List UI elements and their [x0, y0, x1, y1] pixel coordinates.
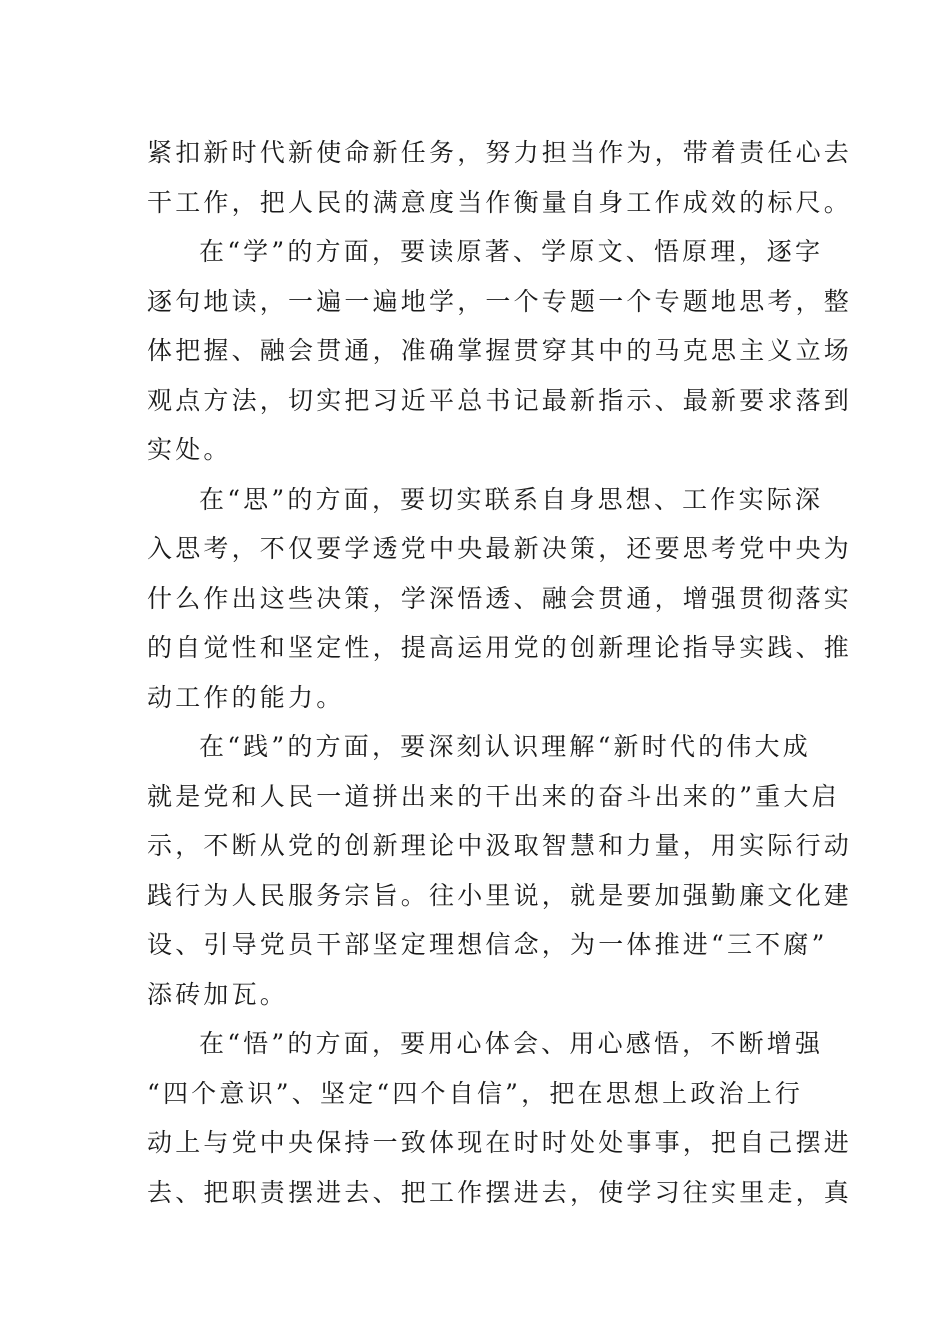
paragraph-4: [147, 722, 853, 1019]
text-line: 设、引导党员干部坚定理想信念，为一体推进“三不腐”: [147, 930, 828, 959]
text-line: “四个意识”、坚定“四个自信”，把在思想上政治上行: [147, 1078, 804, 1108]
text-line: 干工作，把人民的满意度当作衡量自身工作成效的标尺。: [147, 187, 853, 217]
paragraph-3: [147, 475, 853, 723]
text-line: 在“践”的方面，要深刻认识理解“新时代的伟大成: [199, 732, 811, 761]
text-line: 体把握、融会贯通，准确掌握贯穿其中的马克思主义立场: [147, 336, 853, 365]
text-line: 在“悟”的方面，要用心体会、用心感悟，不断增强: [199, 1029, 824, 1058]
paragraph-2: [147, 227, 853, 475]
text-line: 的自觉性和坚定性，提高运用党的创新理论指导实践、推: [147, 633, 853, 662]
text-line: 动工作的能力。: [147, 682, 345, 712]
paragraph-1: [147, 128, 853, 227]
text-line: 什么作出这些决策，学深悟透、融会贯通，增强贯彻落实: [147, 583, 853, 613]
text-line: 在“学”的方面，要读原著、学原文、悟原理，逐字: [199, 237, 824, 266]
paragraph-5: [147, 1019, 853, 1217]
text-line: 去、把职责摆进去、把工作摆进去，使学习往实里走，真: [147, 1177, 853, 1207]
text-line: 在“思”的方面，要切实联系自身思想、工作实际深: [199, 484, 824, 514]
text-line: 逐句地读，一遍一遍地学，一个专题一个专题地思考，整: [147, 286, 853, 316]
text-line: 观点方法，切实把习近平总书记最新指示、最新要求落到: [147, 385, 853, 415]
text-line: 示，不断从党的创新理论中汲取智慧和力量，用实际行动: [147, 831, 853, 860]
text-line: 动上与党中央保持一致体现在时时处处事事，把自己摆进: [147, 1128, 853, 1157]
body-text: [147, 128, 853, 1217]
text-line: 实处。: [147, 435, 232, 464]
text-line: 就是党和人民一道拼出来的干出来的奋斗出来的”重大启: [147, 781, 840, 811]
text-line: 践行为人民服务宗旨。往小里说，就是要加强勤廉文化建: [147, 880, 853, 910]
text-line: 紧扣新时代新使命新任务，努力担当作为，带着责任心去: [147, 138, 853, 167]
text-line: 添砖加瓦。: [147, 979, 289, 1009]
text-line: 入思考，不仅要学透党中央最新决策，还要思考党中央为: [147, 534, 853, 563]
